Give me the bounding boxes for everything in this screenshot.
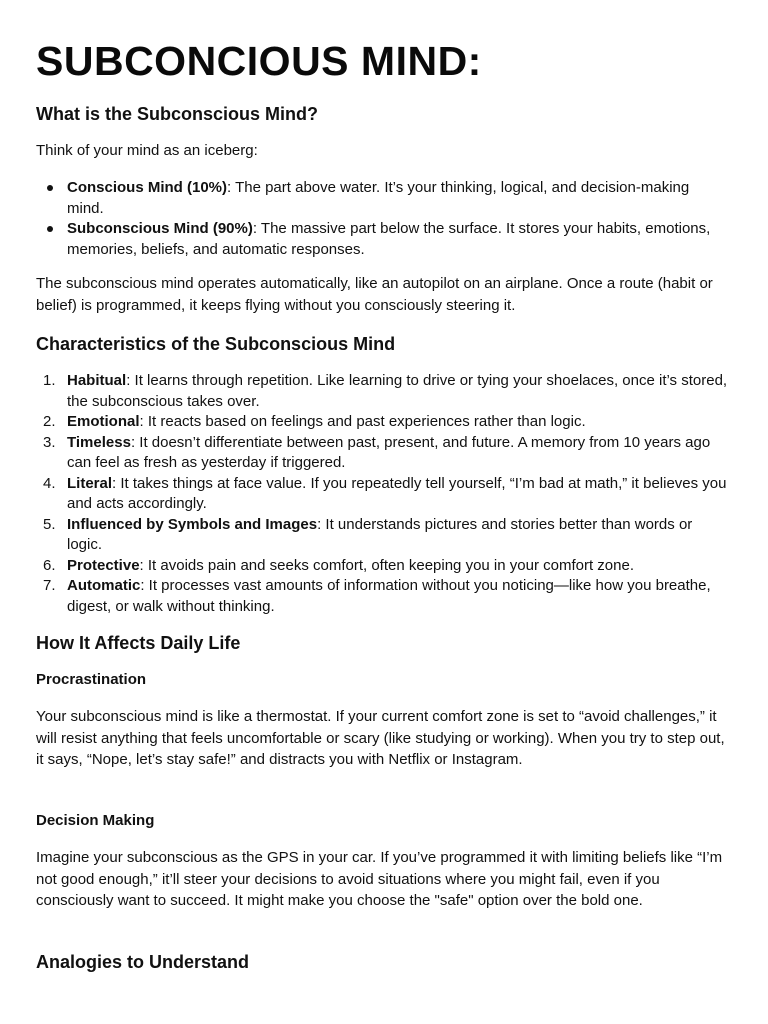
bullet-term: Subconscious Mind (90%) xyxy=(67,220,253,237)
item-number: 6. xyxy=(43,556,56,574)
item-term: Literal xyxy=(67,474,113,492)
section-heading-characteristics: Characteristics of the Subconscious Mind xyxy=(36,334,396,354)
autopilot-paragraph: The subconscious mind operates automatically, like an autopilot on an airplane. Once a route (habit or belief) is programmed, it keeps flying without you consciously steering it. xyxy=(36,275,713,314)
bullet-term: Conscious Mind (10%) xyxy=(67,179,228,196)
list-item xyxy=(36,219,728,260)
item-number: 4. xyxy=(43,474,56,492)
list-item xyxy=(36,371,728,412)
subheading-procrastination: Procrastination xyxy=(36,671,147,688)
item-number: 3. xyxy=(43,433,56,451)
item-number: 1. xyxy=(43,372,56,389)
list-item xyxy=(36,433,728,474)
iceberg-intro: Think of your mind as an iceberg: xyxy=(36,142,258,159)
section-heading-analogies: Analogies to Understand xyxy=(36,952,250,972)
item-term: Automatic xyxy=(67,577,141,594)
item-term: Habitual xyxy=(67,372,127,389)
bullet-text: : The part above water. It’s your thinking, logical, and decision-making mind. xyxy=(67,179,690,217)
item-term: Protective xyxy=(67,556,140,574)
item-number: 2. xyxy=(43,413,56,430)
item-text: : It learns through repetition. Like learning to drive or tying your shoelaces, once it’s stored, the subconscious takes over. xyxy=(67,372,728,410)
characteristics-list xyxy=(36,371,728,617)
item-text: : It processes vast amounts of information without you noticing—like how you breathe, digest, or walk without thinking. xyxy=(67,577,711,615)
item-text: : It understands pictures and stories better than words or logic. xyxy=(67,515,693,553)
item-number: 7. xyxy=(43,577,56,594)
decision-making-paragraph: Imagine your subconscious as the GPS in your car. If you’ve programmed it with limiting beliefs like “I’m not good enough,” it’ll steer your decisions to avoid situations where you might fail, even if you consciously want to succeed. It might make you choose the "safe" option over the bold one. xyxy=(36,849,723,909)
item-term: Timeless xyxy=(67,433,131,451)
item-text: : It avoids pain and seeks comfort, often keeping you in your comfort zone. xyxy=(139,556,634,574)
list-item xyxy=(36,412,728,433)
list-item xyxy=(36,178,728,219)
procrastination-paragraph: Your subconscious mind is like a thermostat. If your current comfort zone is set to “avoid challenges,” it will resist anything that feels uncomfortable or scary (like studying or working). When you try to step out, it says, “Nope, let’s stay safe!” and distracts you with Netflix or Instagram. xyxy=(36,708,725,768)
item-text: : It takes things at face value. If you repeatedly tell yourself, “I’m bad at math,” it believes you and acts accordingly. xyxy=(67,474,727,512)
item-text: : It reacts based on feelings and past experiences rather than logic. xyxy=(139,413,586,430)
section-heading-daily-life: How It Affects Daily Life xyxy=(36,633,241,653)
page-title: SUBCONCIOUS MIND: xyxy=(36,38,482,84)
item-text: : It doesn’t differentiate between past, present, and future. A memory from 10 years ago can feel as fresh as yesterday if triggered. xyxy=(67,433,711,471)
section-heading-what-is: What is the Subconscious Mind? xyxy=(36,104,319,124)
iceberg-bullet-list xyxy=(36,178,728,260)
list-item xyxy=(36,474,728,515)
item-term: Influenced by Symbols and Images xyxy=(67,515,318,533)
item-term: Emotional xyxy=(67,413,140,430)
bullet-text: : The massive part below the surface. It stores your habits, emotions, memories, beliefs, and automatic responses. xyxy=(67,220,711,258)
item-number: 5. xyxy=(43,515,56,533)
list-item xyxy=(36,556,728,577)
list-item xyxy=(36,576,728,617)
subheading-decision-making: Decision Making xyxy=(36,812,155,829)
list-item xyxy=(36,515,728,556)
